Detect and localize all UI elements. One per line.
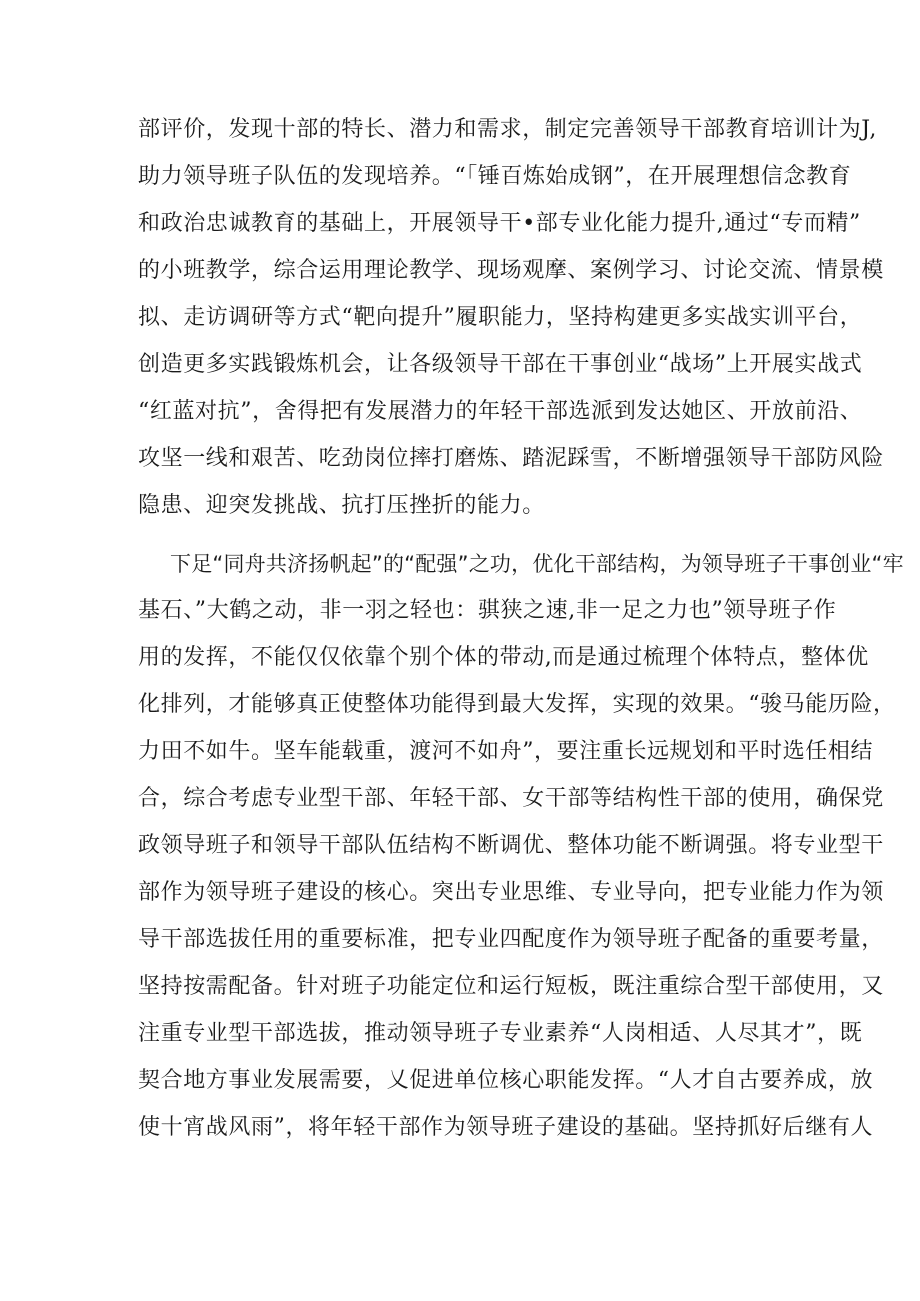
- text-line: 部评价，发现十部的特长、潜力和需求，制定完善领导干部教育培训计为J,: [138, 117, 877, 142]
- text-line: 助力领导班子队伍的发现培养。“「锤百炼始成钢”，在开展理想信念教育: [138, 164, 852, 189]
- text-line: 使十宵战风雨”，将年轻干部作为领导班子建设的基础。坚持抓好后继有人: [138, 1115, 874, 1140]
- text-line: 部作为领导班子建设的核心。突出专业思维、专业导向，把专业能力作为领: [138, 880, 884, 905]
- text-line: 的小班教学，综合运用理论教学、现场观摩、案例学习、讨论交流、情景模: [138, 258, 884, 283]
- text-line: 拟、走访调研等方式“靶向提升”履职能力，坚持构建更多实战实训平台，: [138, 305, 863, 330]
- text-line: 力田不如牛。坚车能载重，渡河不如舟”，要注重长远规划和平时选任相结: [138, 739, 874, 764]
- text-line: 和政治忠诚教育的基础上，开展领导干•部专业化能力提升,通过“专而精”: [138, 211, 861, 236]
- text-line: 用的发挥，不能仅仅依靠个别个体的带动,而是通过梳理个体特点，整体优: [138, 645, 869, 670]
- text-line: 创造更多实践锻炼机会，让各级领导干部在干事创业“战场”上开展实战式: [138, 352, 863, 377]
- text-line: 基石、”大鹤之动，非一羽之轻也：骐狭之速,非一足之力也”领导班子作: [138, 598, 837, 623]
- text-line: 攻坚一线和艰苦、吃劲岗位摔打磨炼、踏泥踩雪，不断增强领导干部防风险: [138, 446, 884, 471]
- text-line: 合，综合考虑专业型干部、年轻干部、女干部等结构性干部的使用，确保党: [138, 786, 884, 811]
- text-line: 下足“同舟共济扬帆起”的“配强”之功，优化干部结构，为领导班子干事创业“牢: [170, 552, 904, 576]
- text-line: 导干部选拔任用的重要标准，把专业四配度作为领导班子配备的重要考量，: [138, 927, 884, 952]
- text-line: 坚持按需配备。针对班子功能定位和运行短板，既注重综合型干部使用，又: [138, 974, 884, 999]
- text-line: 化排列，才能够真正使整体功能得到最大发挥，实现的效果。“骏马能历险，: [138, 692, 896, 717]
- text-line: 隐患、迎突发挑战、抗打压挫折的能力。: [138, 493, 545, 518]
- text-line: 政领导班子和领导干部队伍结构不断调优、整体功能不断调强。将专业型干: [138, 833, 884, 858]
- text-line: “红蓝对抗”，舍得把有发展潜力的年轻干部选派到发达她区、开放前沿、: [138, 399, 863, 424]
- text-line: 注重专业型干部选拔，推动领导班子专业素养“人岗相适、人尽其才”，既: [138, 1021, 863, 1046]
- text-line: 契合地方事业发展需要，乂促进单位核心职能发挥。“人才自古要养成，放: [138, 1068, 874, 1093]
